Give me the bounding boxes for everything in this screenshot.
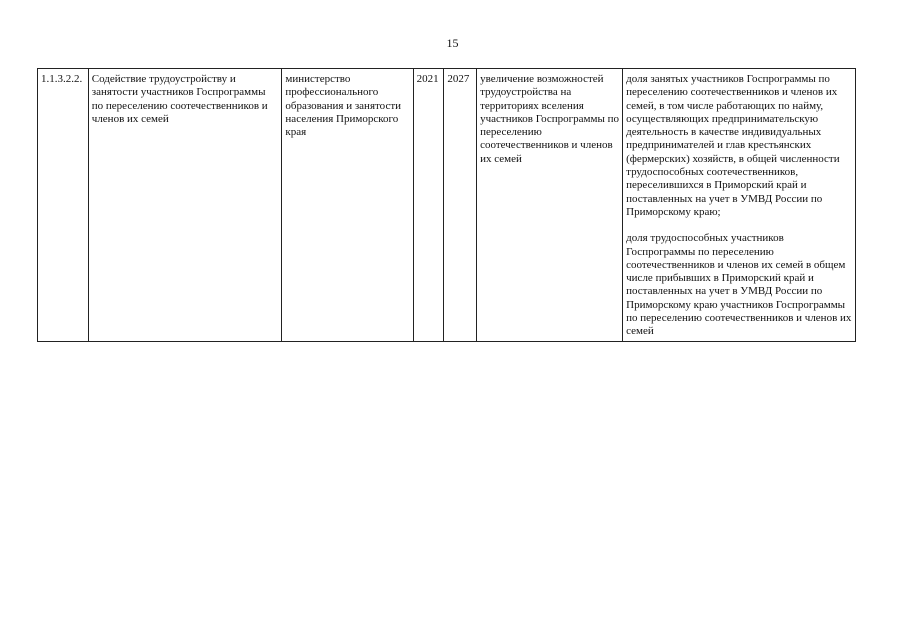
measure-code: 1.1.3.2.2. bbox=[41, 73, 83, 85]
measure-name-cell bbox=[88, 69, 282, 342]
start-year-cell bbox=[413, 69, 444, 342]
executor-cell bbox=[282, 69, 413, 342]
executor-name: министерство профессионального образования и занятости населения Приморского края bbox=[285, 73, 402, 139]
indicator-2: доля трудоспособных участников Госпрограммы по переселению соотечественников и членов их семей в общем числе прибывших в Приморский край и поставленных на учет в УМВД России по Приморскому краю участников Госпрограммы по переселению соотечественников и членов их семей bbox=[626, 232, 852, 338]
measure-name: Содействие трудоустройству и занятости участников Госпрограммы по переселению соотечественников и членов их семей bbox=[91, 73, 268, 125]
end-year: 2027 bbox=[447, 73, 470, 85]
start-year: 2021 bbox=[416, 73, 439, 85]
indicator-spacer bbox=[626, 219, 852, 232]
measures-table bbox=[37, 68, 856, 342]
table-row bbox=[38, 69, 856, 342]
measure-code-cell bbox=[38, 69, 89, 342]
indicators-cell bbox=[623, 69, 856, 342]
expected-result-cell bbox=[477, 69, 623, 342]
page-number: 15 bbox=[446, 36, 459, 50]
end-year-cell bbox=[444, 69, 477, 342]
indicator-1: доля занятых участников Госпрограммы по переселению соотечественников и членов их семей, в том числе работающих по найму, осуществляющих предпринимательскую деятельность в качестве индивидуальных предпринимателей и глав крестьянских (фермерских) хозяйств, в общей численности трудоспособных соотечественников, переселившихся в Приморский край и поставленных на учет в УМВД России по Приморскому краю; bbox=[626, 73, 840, 218]
expected-result: увеличение возможностей трудоустройства на территориях вселения участников Госпрограммы по переселению соотечественников и членов их семей bbox=[480, 73, 619, 165]
